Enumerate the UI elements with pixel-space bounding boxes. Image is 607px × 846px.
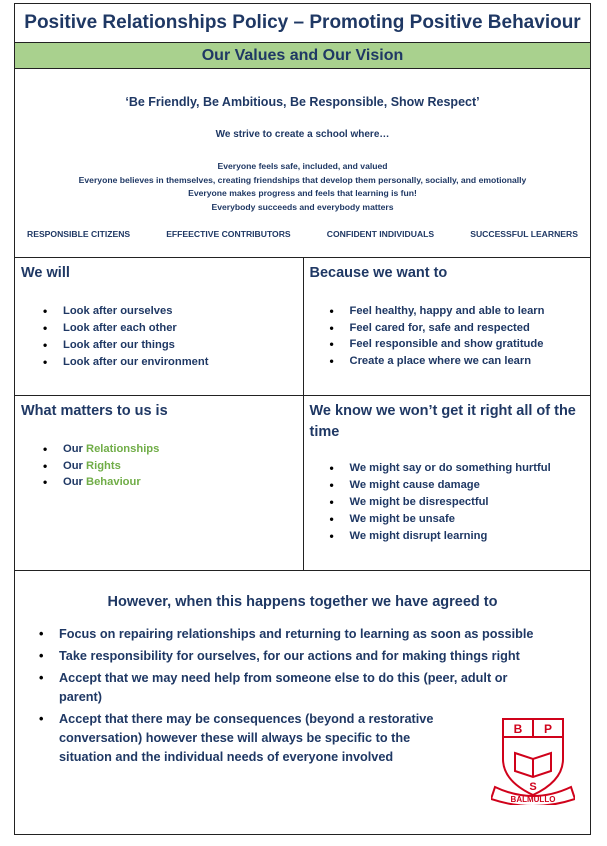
- list-item: • Feel cared for, safe and respected: [330, 320, 585, 337]
- list-item: • Look after our things: [43, 337, 297, 354]
- list-item: • Look after each other: [43, 320, 297, 337]
- policy-page: [14, 3, 591, 835]
- know-heading: We know we won’t get it right all of the time: [309, 403, 576, 440]
- strive-statement: We strive to create a school where…: [215, 129, 390, 140]
- because-cell: [303, 258, 591, 395]
- list-item: • Accept that there may be consequences (beyond a restorative conversation) however these will always be specific to the situation and the individual needs of everyone involved: [39, 710, 449, 767]
- matters-list: [43, 441, 297, 491]
- we-will-cell: [15, 258, 303, 395]
- know-list: [330, 460, 585, 545]
- vision-line: Everyone believes in themselves, creating friendships that develop them personally, socially, and emotionally: [78, 174, 527, 185]
- vision-lines: [15, 160, 590, 214]
- list-item: • We might be unsafe: [330, 511, 585, 528]
- agreed-heading: However, when this happens together we have agreed to: [107, 594, 498, 610]
- capacity-label: SUCCESSFUL LEARNERS: [470, 229, 578, 239]
- matter-rights: Rights: [86, 459, 121, 472]
- our-prefix: Our: [63, 476, 83, 488]
- logo-letter: S: [529, 781, 537, 793]
- vision-line: Everyone feels safe, included, and valued: [217, 161, 388, 171]
- list-item: • Create a place where we can learn: [330, 353, 585, 370]
- capacity-label: RESPONSIBLE CITIZENS: [27, 229, 131, 239]
- agreed-section: [15, 571, 590, 828]
- page-title: Positive Relationships Policy – Promoting Positive Behaviour: [15, 4, 590, 43]
- we-will-heading: We will: [21, 265, 70, 281]
- list-item: [43, 441, 297, 458]
- list-item: • Take responsibility for ourselves, for our actions and for making things right: [39, 647, 559, 666]
- section-heading: Our Values and Our Vision: [15, 43, 590, 69]
- list-item: • Feel healthy, happy and able to learn: [330, 303, 585, 320]
- school-motto: ‘Be Friendly, Be Ambitious, Be Responsible, Show Respect’: [125, 95, 480, 109]
- list-item: • We might disrupt learning: [330, 528, 585, 545]
- matter-behaviour: Behaviour: [86, 476, 141, 488]
- list-item: • Look after ourselves: [43, 303, 297, 320]
- list-item: • We might be disrespectful: [330, 494, 585, 511]
- logo-banner: BALMULLO: [510, 795, 556, 804]
- capacity-label: CONFIDENT INDIVIDUALS: [326, 229, 435, 239]
- logo-letter: B: [513, 722, 523, 736]
- we-will-list: [43, 303, 297, 371]
- list-item: [43, 458, 297, 475]
- know-cell: [303, 396, 591, 570]
- agreed-list: [39, 625, 559, 767]
- commitments-row: [15, 258, 590, 396]
- because-list: [330, 303, 585, 369]
- school-logo-icon: [491, 715, 575, 805]
- capacities-row: [15, 229, 590, 239]
- matters-heading: What matters to us is: [21, 403, 168, 419]
- list-item: [43, 474, 297, 491]
- logo-letter: P: [543, 722, 553, 736]
- list-item: • Focus on repairing relationships and returning to learning as soon as possible: [39, 625, 559, 644]
- vision-line: Everybody succeeds and everybody matters: [211, 201, 394, 212]
- vision-line: Everyone makes progress and feels that learning is fun!: [188, 188, 417, 198]
- list-item: • We might cause damage: [330, 477, 585, 494]
- list-item: • We might say or do something hurtful: [330, 460, 585, 477]
- capacity-label: EFFEECTIVE CONTRIBUTORS: [166, 229, 291, 239]
- our-prefix: Our: [63, 443, 83, 455]
- vision-section: [15, 69, 590, 258]
- matters-cell: [15, 396, 303, 570]
- our-prefix: Our: [63, 459, 83, 472]
- matters-row: [15, 396, 590, 571]
- because-heading: Because we want to: [309, 265, 448, 281]
- list-item: • Look after our environment: [43, 354, 297, 371]
- list-item: • Feel responsible and show gratitude: [330, 336, 585, 353]
- list-item: • Accept that we may need help from someone else to do this (peer, adult or parent): [39, 669, 509, 707]
- matter-relationships: Relationships: [86, 443, 160, 455]
